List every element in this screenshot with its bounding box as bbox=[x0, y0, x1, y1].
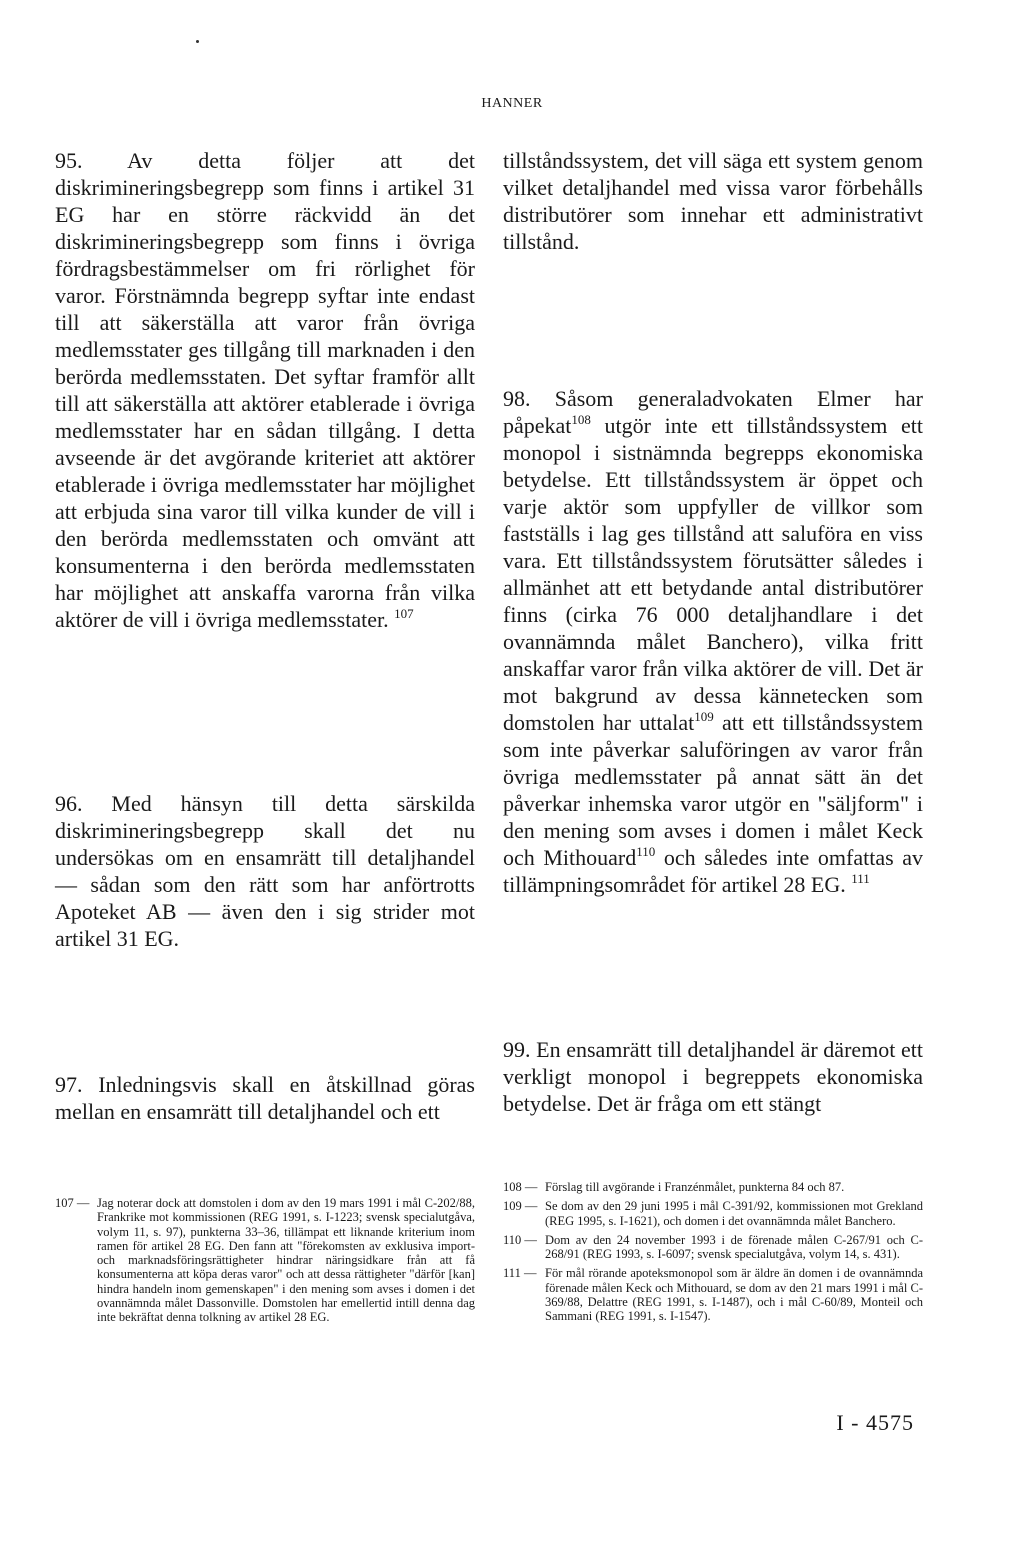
page-number: I - 4575 bbox=[836, 1410, 914, 1435]
footnote-110 bbox=[503, 1233, 923, 1262]
footnote-ref-111[interactable]: 111 bbox=[851, 871, 870, 886]
paragraph-text: Inledningsvis skall en åtskillnad göras mellan en ensamrätt till detaljhandel och ett bbox=[55, 1072, 475, 1124]
paragraph-text: tillståndssystem, det vill säga ett system genom vilket detaljhandel med vissa varor förbehålls distributörer som innehar ett administrativt tillstånd. bbox=[503, 148, 923, 254]
paragraph-97 bbox=[55, 1071, 475, 1125]
footnote-ref-108[interactable]: 108 bbox=[571, 412, 591, 427]
footnote-text: Dom av den 24 november 1993 i de förenade målen C-267/91 och C-268/91 (REG 1993, s. I-6097; svensk specialutgåva, volym 14, s. 431). bbox=[545, 1232, 923, 1262]
footnote-number: 110 — bbox=[503, 1232, 537, 1247]
paragraph-text: Såsom generaladvokaten Elmer har påpekat bbox=[503, 386, 923, 438]
footnotes-left bbox=[55, 1196, 475, 1330]
paragraph-text: utgör inte ett tillståndssystem ett monopol i sistnämnda begrepps ekonomiska betydelse. Ett tillståndssystem är öppet och varje aktör som uppfyller de villkor som fastställs i lag ges tillstånd att saluföra en viss vara. Ett tillståndssystem förutsätter således i allmänhet att ett betydande antal distributörer finns (cirka 76 000 detaljhandlare i det ovannämnda målet Banchero), vilka fritt anskaffar varor från vilka aktörer de vill. Det är mot bakgrund av dessa kännetecken som domstolen har uttalat bbox=[503, 413, 923, 735]
paragraph-text: En ensamrätt till detaljhandel är däremot ett verkligt monopol i begreppets ekonomiska betydelse. Det är fråga om ett stängt bbox=[503, 1037, 924, 1116]
footnote-107 bbox=[55, 1196, 475, 1325]
footnote-number: 107 — bbox=[55, 1196, 90, 1210]
footnote-text: För mål rörande apoteksmonopol som är äldre än domen i de ovannämnda förenade målen Keck och Mithouard, se dom av den 21 mars 1991 i mål C-369/88, Delattre (REG 1991, s. I-1487), och i mål C-60/89, Monteil och Sammani (REG 1991, s. I-1547). bbox=[545, 1266, 923, 1324]
footnote-111 bbox=[503, 1266, 923, 1323]
footnotes-right bbox=[503, 1180, 923, 1329]
paragraph-text: Med hänsyn till detta särskilda diskrimineringsbegrepp skall det nu undersökas om en ensamrätt till detaljhandel — sådan som den rätt som har anförtrotts Apoteket AB — även den i sig strider mot artikel 31 EG. bbox=[55, 791, 475, 951]
running-header: HANNER bbox=[481, 96, 543, 111]
footnote-ref-109[interactable]: 109 bbox=[694, 709, 714, 724]
footnote-ref-110[interactable]: 110 bbox=[636, 844, 656, 859]
paragraph-number: 96. bbox=[55, 791, 83, 816]
paragraph-95 bbox=[55, 147, 475, 633]
footnote-text: Förslag till avgörande i Franzénmålet, punkterna 84 och 87. bbox=[545, 1180, 845, 1194]
paragraph-text: och således inte omfattas av tillämpningsområdet för artikel 28 EG. bbox=[503, 845, 923, 897]
footnote-text: Se dom av den 29 juni 1995 i mål C-391/92, kommissionen mot Grekland (REG 1995, s. I-1621), och domen i det ovannämnda målet Banchero. bbox=[545, 1199, 923, 1228]
paragraph-text: att ett tillståndssystem som inte påverkar saluföringen av varor från övriga medlemsstater på annat sätt än det påverkar inhemska varor utgör en "säljform" i den mening som avses i domen i målet Keck och Mithouard bbox=[503, 710, 924, 870]
paragraph-99 bbox=[503, 1036, 923, 1117]
paragraph-98 bbox=[503, 385, 923, 898]
scan-speck bbox=[196, 40, 199, 43]
footnote-number: 111 — bbox=[503, 1266, 537, 1281]
paragraph-text: Av detta följer att det diskrimineringsbegrepp som finns i artikel 31 EG har en större räckvidd än det diskrimineringsbegrepp som finns i övriga fördragsbestämmelser om fri rörlighet för varor. Förstnämnda begrepp syftar inte endast till att säkerställa att varor från övriga medlemsstater ges tillgång till marknaden i den berörda medlemsstaten. Det syftar framför allt till att säkerställa att aktörer etablerade i övriga medlemsstater har en sådan tillgång. I detta avseende är det avgörande kriteriet att aktörer etablerade i övriga medlemsstater har möjlighet att erbjuda sina varor till vilka kunder de vill i den berörda medlemsstaten och omvänt att konsumenterna i den berörda medlemsstaten har möjlighet att anskaffa varorna från vilka aktörer de vill i övriga medlemsstater. bbox=[55, 148, 475, 632]
paragraph-number: 99. bbox=[503, 1037, 531, 1062]
paragraph-number: 97. bbox=[55, 1072, 83, 1097]
paragraph-96 bbox=[55, 790, 475, 952]
footnote-number: 109 — bbox=[503, 1199, 538, 1214]
paragraph-number: 98. bbox=[503, 386, 531, 411]
footnote-109 bbox=[503, 1199, 923, 1228]
footnote-108 bbox=[503, 1180, 923, 1194]
paragraph-number: 95. bbox=[55, 148, 83, 173]
footnote-ref-107[interactable]: 107 bbox=[394, 606, 414, 621]
footnote-number: 108 — bbox=[503, 1180, 538, 1194]
footnote-text: Jag noterar dock att domstolen i dom av den 19 mars 1991 i mål C-202/88, Frankrike mot kommissionen (REG 1991, s. I-1223; svensk specialutgåva, volym 11, s. 97), punkterna 33–36, tillämpat ett liknande kriterium inom ramen för artikel 28 EG. Den fann att "förekomsten av exklusiva import- och marknadsföringsrättigheter hindrar näringsidkare från att få konsumenterna att köpa deras varor" och att dessa rättigheter "därför [kan] hindra handeln inom gemenskapen" i den mening som avses i domen i det ovannämnda målet Dassonville. Domstolen har emellertid intill denna dag inte bekräftat denna tolkning av artikel 28 EG. bbox=[97, 1196, 475, 1325]
paragraph-97-continued bbox=[503, 147, 923, 255]
